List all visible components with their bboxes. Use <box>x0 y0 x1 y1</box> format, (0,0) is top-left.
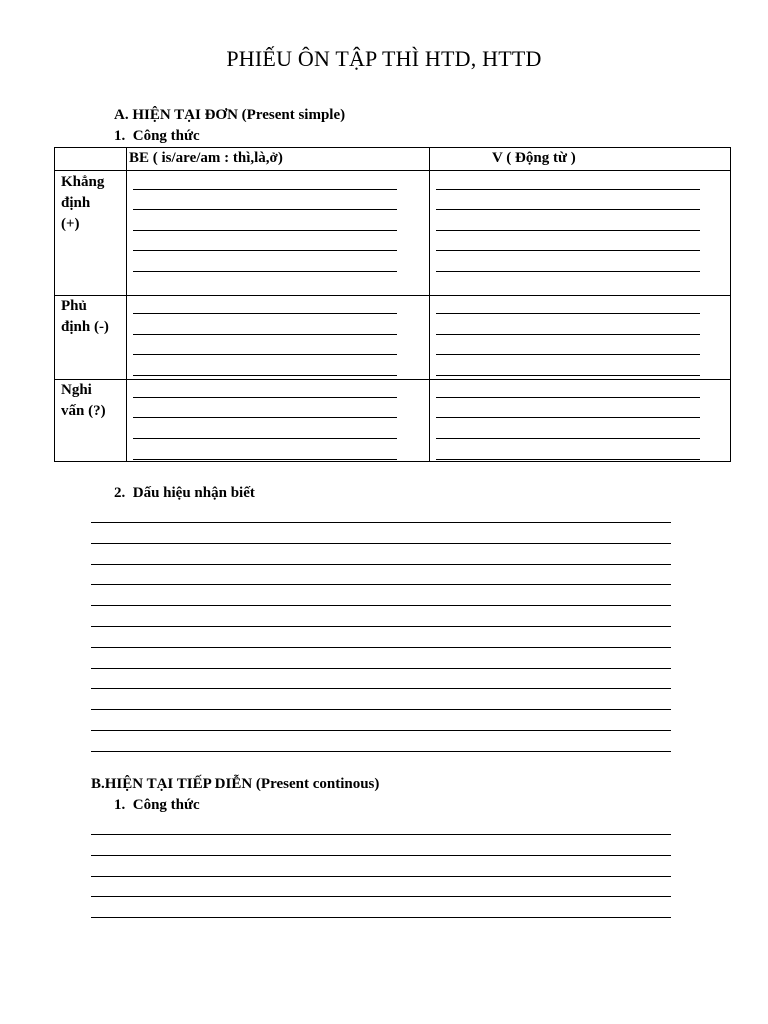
section-a-subheading-signs <box>114 485 255 502</box>
answer-line <box>133 334 397 335</box>
answer-line <box>133 250 397 251</box>
answer-line <box>436 209 700 210</box>
row-label-line: định (-) <box>61 319 109 335</box>
answer-line <box>91 730 671 731</box>
table-divider <box>55 379 730 380</box>
answer-line <box>436 375 700 376</box>
section-b-subheading-formula <box>114 797 200 814</box>
answer-line <box>91 668 671 669</box>
column-header-verb: V ( Động từ ) <box>492 150 576 166</box>
section-a-heading: A. HIỆN TẠI ĐƠN (Present simple) <box>114 107 346 123</box>
answer-line <box>436 230 700 231</box>
answer-line <box>91 584 671 585</box>
row-label-affirmative <box>61 172 104 235</box>
row-label-negative <box>61 296 109 338</box>
row-label-line: định <box>61 195 91 211</box>
answer-line <box>436 334 700 335</box>
answer-line <box>91 543 671 544</box>
row-label-question <box>61 380 106 422</box>
answer-line <box>133 459 397 460</box>
answer-line <box>436 189 700 190</box>
answer-line <box>133 375 397 376</box>
section-b-heading: B.HIỆN TẠI TIẾP DIỄN (Present continous) <box>91 776 380 792</box>
answer-line <box>133 189 397 190</box>
answer-line <box>133 230 397 231</box>
subheading-label: Công thức <box>132 797 200 813</box>
table-divider <box>126 148 127 461</box>
worksheet-title: PHIẾU ÔN TẬP THÌ HTD, HTTD <box>226 46 542 71</box>
table-divider <box>55 295 730 296</box>
subheading-number: 1. <box>114 797 126 813</box>
row-label-line: Phủ <box>61 298 87 314</box>
answer-line <box>133 438 397 439</box>
subheading-number: 1. <box>114 128 126 144</box>
answer-line <box>91 751 671 752</box>
answer-line <box>436 397 700 398</box>
answer-line <box>91 855 671 856</box>
table-divider <box>55 170 730 171</box>
answer-line <box>133 397 397 398</box>
row-label-line: Khẳng <box>61 174 105 190</box>
answer-line <box>91 522 671 523</box>
answer-line <box>436 438 700 439</box>
answer-line <box>91 564 671 565</box>
answer-line <box>91 688 671 689</box>
answer-line <box>91 709 671 710</box>
answer-line <box>133 354 397 355</box>
section-a-subheading-formula <box>114 128 200 145</box>
row-label-line: (+) <box>61 216 80 232</box>
answer-line <box>436 459 700 460</box>
answer-line <box>133 271 397 272</box>
formula-table <box>54 147 731 462</box>
answer-line <box>133 209 397 210</box>
answer-line <box>91 917 671 918</box>
subheading-label: Dấu hiệu nhận biết <box>132 485 255 501</box>
answer-line <box>436 250 700 251</box>
answer-line <box>91 626 671 627</box>
answer-line <box>91 876 671 877</box>
answer-line <box>436 417 700 418</box>
answer-line <box>436 354 700 355</box>
table-divider <box>429 148 430 461</box>
subheading-number: 2. <box>114 485 126 501</box>
answer-line <box>91 647 671 648</box>
answer-line <box>91 605 671 606</box>
row-label-line: Nghi <box>61 382 92 398</box>
column-header-be: BE ( is/are/am : thì,là,ở) <box>129 150 283 166</box>
subheading-label: Công thức <box>132 128 200 144</box>
row-label-line: vấn (?) <box>61 403 106 419</box>
answer-line <box>133 417 397 418</box>
answer-line <box>91 834 671 835</box>
answer-line <box>436 313 700 314</box>
answer-line <box>91 896 671 897</box>
answer-line <box>133 313 397 314</box>
answer-line <box>436 271 700 272</box>
